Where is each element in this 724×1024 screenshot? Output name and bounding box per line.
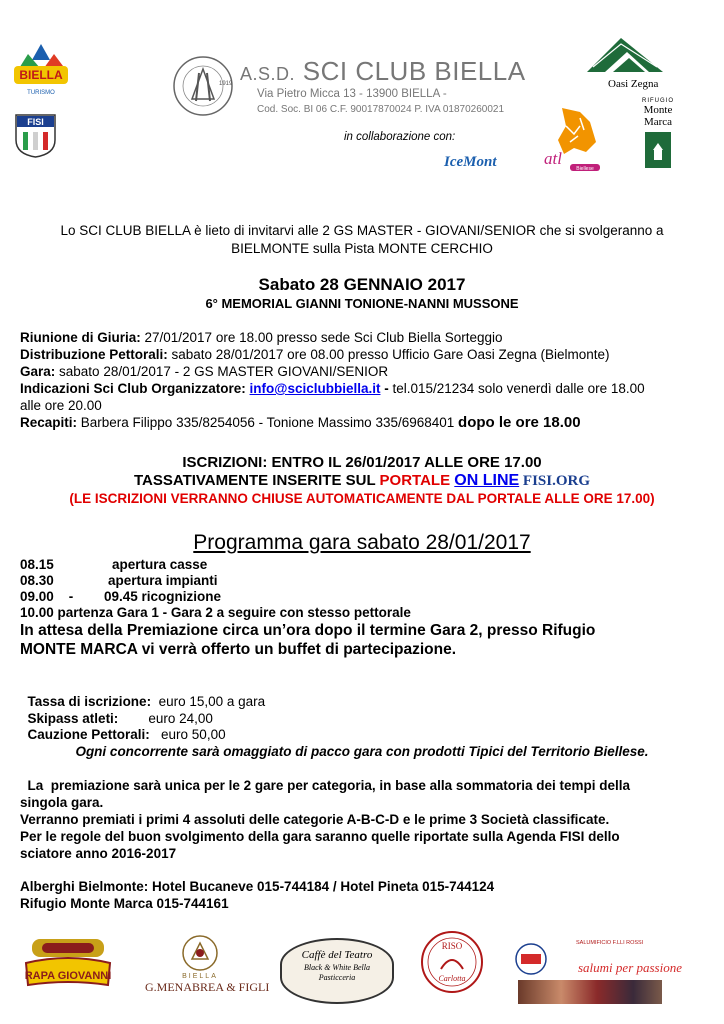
menabrea-name: G.MENABREA & FIGLI <box>145 980 270 994</box>
salumificio-badge-icon <box>514 942 548 976</box>
program-item-2-time: 08.30 <box>20 573 54 588</box>
sponsor-riso-carlotta-logo <box>419 929 485 995</box>
svg-text:Carlotta: Carlotta <box>438 974 466 983</box>
fee-entry-label: Tassa di iscrizione: <box>27 694 152 709</box>
menabrea-crest-icon <box>180 933 220 973</box>
registration-fisi-org: FISI.ORG <box>519 473 591 489</box>
hotels-line-2: Rifugio Monte Marca 015-744161 <box>20 896 229 911</box>
club-codes: Cod. Soc. BI 06 C.F. 90017870024 P. IVA 01870260021 <box>257 104 505 115</box>
info-organizer <box>20 381 645 397</box>
event-memorial: 6° MEMORIAL GIANNI TONIONE-NANNI MUSSONE <box>205 296 519 311</box>
program-buffet-2: MONTE MARCA vi verrà offerto un buffet di partecipazione. <box>20 641 457 658</box>
club-name-prefix: A.S.D. <box>240 64 296 84</box>
sponsor-caffe-teatro-logo <box>280 938 394 1004</box>
info-bibs-text: sabato 28/01/2017 ore 08.00 presso Ufficio Gare Oasi Zegna (Bielmonte) <box>167 347 610 362</box>
program-item-1-time: 08.15 <box>20 557 54 572</box>
svg-text:RISO: RISO <box>441 941 463 951</box>
registration-line-2 <box>0 472 724 490</box>
program-item-1-text: apertura casse <box>112 557 208 572</box>
fee-entry-value: euro 15,00 a gara <box>151 694 266 709</box>
info-jury <box>20 330 503 346</box>
info-bibs <box>20 347 610 363</box>
fee-deposit-value: euro 50,00 <box>149 727 226 742</box>
contacts-bold-tail: dopo le ore 18.00 <box>458 414 581 431</box>
biella-turismo-logo <box>10 40 72 100</box>
info-jury-label: Riunione di Giuria: <box>20 330 141 345</box>
info-race-label: Gara: <box>20 364 56 379</box>
svg-text:Biellese: Biellese <box>576 166 594 172</box>
contacts-text: Barbera Filippo 335/8254056 - Tonione Massimo 335/6968401 <box>77 415 459 430</box>
menabrea-city: BIELLA <box>182 973 218 980</box>
salumificio-slogan: salumi per passione <box>578 960 682 975</box>
program-buffet-1: In attesa della Premiazione circa un’ora dopo il termine Gara 2, presso Rifugio <box>20 622 596 639</box>
organizer-rest: tel.015/21234 solo venerdì dalle ore 18.00 <box>388 381 645 396</box>
awards-line-1: La premiazione sarà unica per le 2 gare per categoria, in base alla sommatoria dei tempi della <box>20 778 630 793</box>
salumificio-name: SALUMIFICIO F.LLI ROSSI <box>576 940 644 946</box>
rifugio-label: RIFUGIO <box>642 98 674 104</box>
monte-marca-icon <box>643 130 673 170</box>
svg-text:BIELLA: BIELLA <box>19 68 63 82</box>
info-bibs-label: Distribuzione Pettorali: <box>20 347 168 362</box>
program-item-3 <box>20 589 221 605</box>
caffe-name: Caffè del Teatro <box>301 949 373 961</box>
fee-deposit-label: Cauzione Pettorali: <box>27 727 150 742</box>
svg-text:RAPA GIOVANNI: RAPA GIOVANNI <box>24 970 112 982</box>
program-title: Programma gara sabato 28/01/2017 <box>193 531 531 554</box>
organizer-dash: - <box>380 381 389 396</box>
info-race-text: sabato 28/01/2017 - 2 GS MASTER GIOVANI/SENIOR <box>55 364 389 379</box>
awards-line-4: Per le regole del buon svolgimento della gara saranno quelle riportate sulla Agenda FISI dello <box>20 829 620 844</box>
program-start: 10.00 partenza Gara 1 - Gara 2 a seguire con stesso pettorale <box>20 605 411 620</box>
program-item-3-time: 09.00 - <box>20 589 74 604</box>
event-date: Sabato 28 GENNAIO 2017 <box>258 275 466 294</box>
oasi-zegna-label: Oasi Zegna <box>608 78 659 90</box>
program-item-2 <box>20 573 218 589</box>
registration-line-2a: TASSATIVAMENTE INSERITE SUL <box>133 472 380 489</box>
hotels-line-1: Alberghi Bielmonte: Hotel Bucaneve 015-744184 / Hotel Pineta 015-744124 <box>20 879 495 894</box>
awards-line-2: singola gara. <box>20 795 104 810</box>
rifugio-monte-marca-logo <box>630 98 686 170</box>
info-race <box>20 364 388 380</box>
svg-text:atl: atl <box>544 149 562 168</box>
salumificio-photo-strip <box>518 980 662 1004</box>
intro-line-2: BIELMONTE sulla Pista MONTE CERCHIO <box>231 241 493 256</box>
fee-skipass-value: euro 24,00 <box>118 711 213 726</box>
organizer-email-link[interactable]: info@sciclubbiella.it <box>249 381 381 396</box>
program-item-1 <box>20 557 207 573</box>
info-contacts <box>20 415 581 431</box>
info-jury-text: 27/01/2017 ore 18.00 presso sede Sci Club Biella Sorteggio <box>140 330 503 345</box>
fisi-logo <box>13 112 58 158</box>
program-item-3-text: 09.45 ricognizione <box>104 589 222 604</box>
fee-skipass-label: Skipass atleti: <box>27 711 119 726</box>
sponsor-rapa-giovanni-logo <box>22 935 114 997</box>
fee-deposit <box>20 711 226 743</box>
caffe-sub: Black & White Bella Pasticceria <box>304 963 370 982</box>
sci-club-emblem <box>172 55 234 117</box>
svg-text:TURISMO: TURISMO <box>27 90 55 96</box>
icemont-logo: IceMont <box>444 154 497 170</box>
club-name <box>240 56 526 87</box>
club-name-main: SCI CLUB BIELLA <box>302 56 526 86</box>
registration-line-3: (LE ISCRIZIONI VERRANNO CHIUSE AUTOMATICAMENTE DAL PORTALE ALLE ORE 17.00) <box>69 491 655 506</box>
gift-note: Ogni concorrente sarà omaggiato di pacco gara con prodotti Tipici del Territorio Biellese. <box>75 744 649 759</box>
atl-biellese-logo <box>540 106 606 174</box>
registration-line-1: ISCRIZIONI: ENTRO IL 26/01/2017 ALLE ORE 17.00 <box>182 454 542 471</box>
intro-line-1: Lo SCI CLUB BIELLA è lieto di invitarvi alle 2 GS MASTER - GIOVANI/SENIOR che si svolgeranno a <box>60 223 664 238</box>
contacts-label: Recapiti: <box>20 415 78 430</box>
sponsor-menabrea-logo <box>145 933 270 1005</box>
svg-text:1919: 1919 <box>219 81 233 87</box>
organizer-label: Indicazioni Sci Club Organizzatore: <box>20 381 246 396</box>
awards-line-5: sciatore anno 2016-2017 <box>20 846 177 861</box>
club-address: Via Pietro Micca 13 - 13900 BIELLA - <box>257 88 447 100</box>
awards-line-3: Verranno premiati i primi 4 assoluti delle categorie A-B-C-D e le prime 3 Società classificate. <box>20 812 610 827</box>
svg-text:FISI: FISI <box>27 117 44 127</box>
registration-online-link[interactable]: ON LINE <box>454 472 520 489</box>
registration-portale: PORTALE <box>379 472 455 489</box>
program-item-2-text: apertura impianti <box>108 573 218 588</box>
collab-text: in collaborazione con: <box>344 131 456 143</box>
monte-marca-label: Monte Marca <box>643 104 673 128</box>
sponsor-salumificio-rossi-logo <box>514 938 682 1008</box>
info-organizer-line2: alle ore 20.00 <box>20 398 102 413</box>
